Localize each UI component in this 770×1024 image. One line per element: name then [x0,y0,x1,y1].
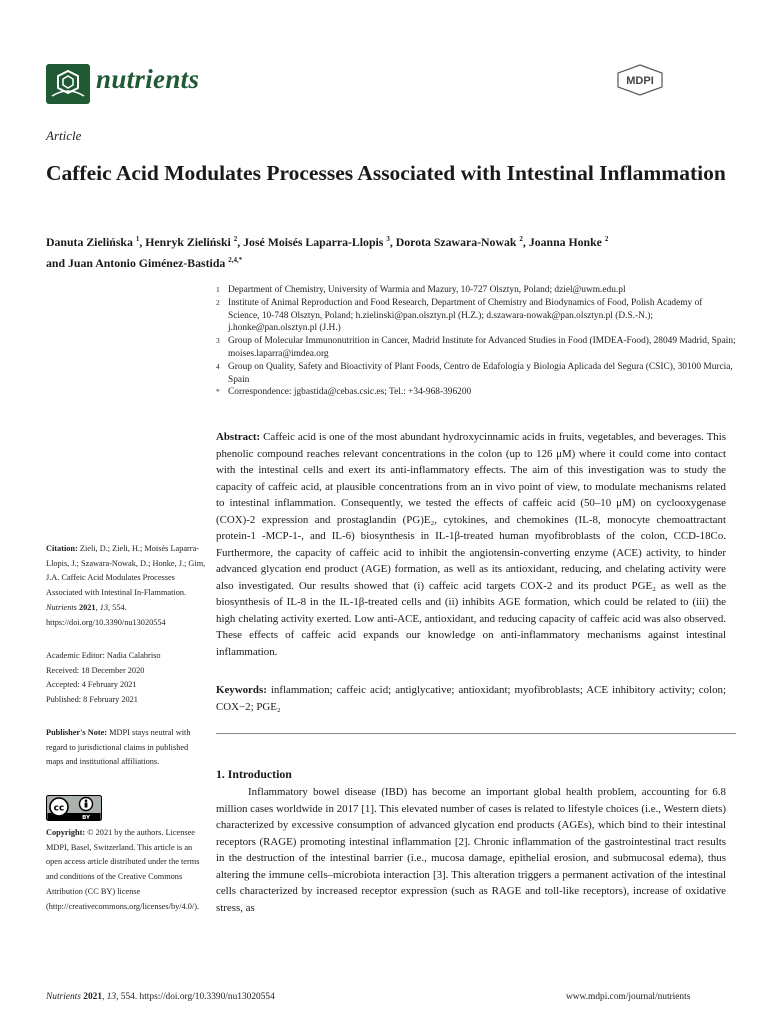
published-date: Published: 8 February 2021 [46,695,138,705]
section-heading-introduction: 1. Introduction [216,767,292,781]
footer-journal: Nutrients [46,992,81,1002]
keywords [216,682,726,715]
mdpi-logo [615,64,665,96]
article-type: Article [46,128,82,143]
affiliation-item: 3 Group of Molecular Immunonutrition in Cancer, Madrid Institute for Advanced Studies in Food (IMDEA-Food), 28049 Madrid, Spain; moises.laparra@imdea.org [216,336,736,359]
author-affiliation-mark: 3 [386,235,390,243]
citation-pages: , 554. [108,602,127,612]
author-affiliation-mark: 2 [519,235,523,243]
cc-badge-text: cc [53,803,65,814]
publisher-name: MDPI [626,75,654,87]
footer-citation: Nutrients 2021, 13, 554. https://doi.org/10.3390/nu13020554 [46,992,275,1002]
keywords-text: inflammation; caffeic acid; antiglycative; antioxidant; myofibroblasts; ACE inhibitory activity; colon; COX−2; PGE₂ [216,684,726,713]
journal-logo-icon [46,64,90,104]
affiliation-item: 2 Institute of Animal Reproduction and Food Research, Department of Chemistry and Biodynamics of Food, Polish Academy of Science, 10-748 Olsztyn, Poland; h.zielinski@pan.olsztyn.pl (H.Z.); d.szawara-nowak@pan.olsztyn.pl (D.S.-N.); j.honke@pan.olsztyn.pl (J.H.) [216,297,703,334]
publishers-note-label: Publisher's Note: [46,728,108,737]
citation-text: Zieli, D.; Zieli, H.; Moisés Laparra-Llopis, J.; Szawara-Nowak, D.; Honke, J.; Gim, J.A. Caffeic Acid Modulates Processes Associated with Intestinal In-Flammation. [46,544,206,598]
footer-volume: 13 [106,992,117,1002]
author-name: Joanna Honke [528,234,602,249]
academic-editor: Academic Editor: Nadia Calabriso [46,651,161,660]
author-affiliation-mark: 2,4,* [228,255,243,264]
received-date: Received: 18 December 2020 [46,665,145,675]
affiliations [216,284,736,399]
affiliation-item: 4 Group on Quality, Safety and Bioactivity of Plant Foods, Centro de Edafología y Biología Aplicada del Segura (CSIC), 30100 Murcia, Spain [216,361,733,385]
introduction-paragraph: Inflammatory bowel disease (IBD) has become an important global health problem, accounting for 6.8 million cases worldwide in 2017 [1]. This elevated number of cases is related to lifestyle choices (i.e., Western diets) characterized by excessive consumption of advanced glycation end products (AGEs), which bind to their intestinal receptors (RAGE) promoting intestinal inflammation [2]. Chronic inflammation of the gastrointestinal tract results in the destruction of the intestinal barrier (i.e., mucosa damage, epithelial erosion, and submucosal edema), thus altering the immune cells–microbiota interaction [3]. This alteration triggers a permanent activation of the intestinal cells characterized by increased receptor expression (such as RAGE and toll-like receptors), increase of oxidative stress, as [216,786,726,914]
author-name: Juan Antonio Giménez-Bastida [67,255,226,270]
copyright-text: © 2021 by the authors. Licensee MDPI, Basel, Switzerland. This article is an open access article distributed under the terms and conditions of the Creative Commons Attribution (CC BY) license (http://creativecommons.org/licenses/by/4.0/). [46,828,200,911]
keywords-label: Keywords: [216,684,267,696]
copyright-block [46,826,206,914]
citation-block: Citation: Zieli, D.; Zieli, H.; Moisés Laparra-Llopis, J.; Szawara-Nowak, D.; Honke, J.; Gim, J.A. Caffeic Acid Modulates Processes Associated with Intestinal In-Flammation. Nutrients 2021, 13, 554. https://doi.org/10.3390/nu13020554 [46,544,206,627]
by-badge-text: BY [82,815,90,821]
footer-journal-url[interactable]: www.mdpi.com/journal/nutrients [566,992,691,1002]
author-name: Dorota Szawara-Nowak [395,234,517,249]
author-affiliation-mark: 2 [233,235,238,243]
abstract-label: Abstract: [216,431,261,443]
author-name: José Moisés Laparra-Llopis [243,234,384,249]
citation-doi-link[interactable]: https://doi.org/10.3390/nu13020554 [46,617,166,627]
citation-journal: Nutrients [46,602,77,612]
publishers-note [46,726,206,770]
author-affiliation-mark: 2 [604,235,609,243]
cc-by-license-icon[interactable] [46,795,102,821]
article-title: Caffeic Acid Modulates Processes Associated with Intestinal Inflammation [46,161,726,185]
citation-label: Citation: [46,544,78,553]
citation-year: 2021 [78,602,96,612]
journal-name: nutrients [96,64,200,94]
footer-year: 2021 [83,992,102,1002]
author-list: Danuta Zielińska $^1$, Henryk Zieliński $^2$, José Moisés Laparra-Llopis $^3$, Dorota Szawara-Nowak $^2$, Joanna Honke $^2$ and Juan Antonio Giménez-Bastida $^{2,4,*}$ [46,234,609,270]
author-name: Danuta Zielińska [46,234,133,249]
citation-volume: 13 [99,602,109,612]
copyright-label: Copyright: [46,828,86,837]
author-name: Henryk Zieliński [145,234,231,249]
publishers-note-text: MDPI stays neutral with regard to jurisdictional claims in published maps and institutional affiliations. [46,728,191,767]
affiliation-item: 1 Department of Chemistry, University of Warmia and Mazury, 10-727 Olsztyn, Poland; dziel@uwm.edu.pl [216,285,626,295]
correspondence: * Correspondence: jgbastida@cebas.csic.es; Tel.: +34-968-396200 [216,387,472,398]
author-affiliation-mark: 1 [135,235,140,243]
abstract-text: Caffeic acid is one of the most abundant hydroxycinnamic acids in fruits, vegetables, and beverages. This phenolic compound reaches relevant concentrations in the colon (up to 126 μM) where it could come into contact with the intestinal cells and exert its anti-inflammatory effects. The aim of this investigation was to study the capacity of caffeic acid, at plausible concentrations from an in vivo point of view, to modulate mechanisms related to intestinal inflammation. Consequently, we tested the effects of caffeic acid (50–10 μM) on cyclooxygenase (COX)-2 expression and prostaglandin (PG)E₂, cytokines, and chemokines (IL-8, monocyte chemoattractant protein-1 -MCP-1-, and IL-6) biosynthesis in IL-1β-treated human myofibroblasts of the colon, CCD-18Co. Furthermore, the capacity of caffeic acid to inhibit the angiotensin-converting enzyme (ACE) activity, to hinder advanced glycation end product (AGE) formation, as well as its antioxidant, reducing, and chelating activity were also investigated. Our results showed that (i) caffeic acid targets COX-2 and its product PGE₂ as well as the biosynthesis of IL-8 in the IL-1β-treated cells and (ii) inhibits AGE formation, which could be related to (iii) the high chelating activity exerted. Low anti-ACE, antioxidant, and reducing capacity of caffeic acid was also observed. These effects of caffeic acid expands our knowledge on anti-inflammatory mechanisms against intestinal inflammation. [216,431,726,658]
section-divider [216,733,736,734]
abstract [216,429,726,660]
accepted-date: Accepted: 4 February 2021 [46,680,137,690]
publication-dates [46,649,206,708]
footer-doi: , 554. https://doi.org/10.3390/nu13020554 [116,992,275,1002]
